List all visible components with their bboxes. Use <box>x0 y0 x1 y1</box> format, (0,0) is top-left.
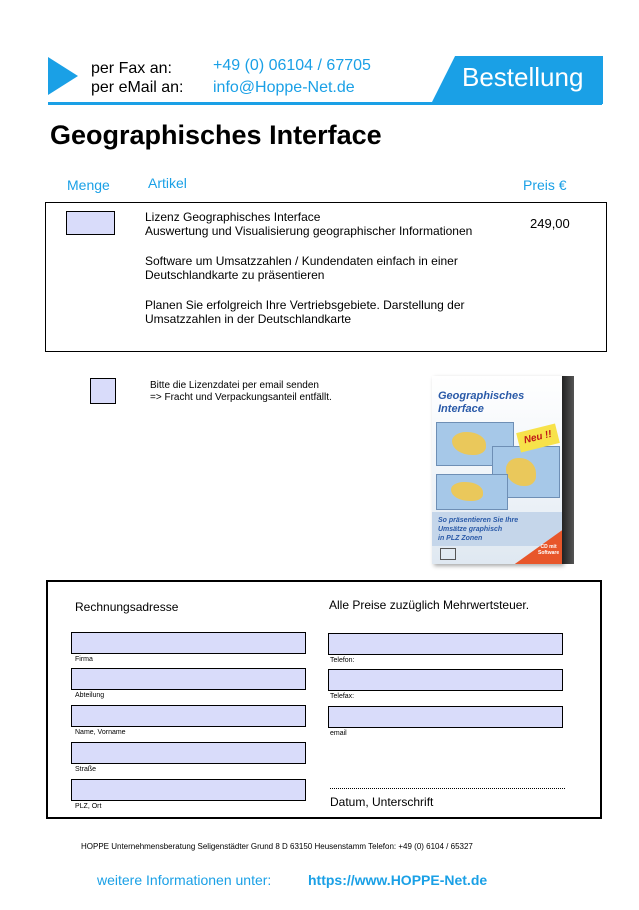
email-label: per eMail an: <box>91 79 184 96</box>
vat-note: Alle Preise zuzüglich Mehrwertsteuer. <box>329 598 530 612</box>
tagline-line-3: in PLZ Zonen <box>438 535 483 542</box>
product-title-line-1: Geographisches <box>438 390 525 402</box>
fax-number: +49 (0) 06104 / 67705 <box>213 57 371 74</box>
department-field[interactable] <box>71 668 306 690</box>
cd-label <box>538 544 559 556</box>
article-desc-1b: Deutschlandkarte zu präsentieren <box>145 268 325 282</box>
email-option-line-1: Bitte die Lizenzdatei per email senden <box>150 380 319 391</box>
header-divider <box>48 102 602 105</box>
name-label: Name, Vorname <box>75 729 126 736</box>
fax-field-label: Telefax: <box>330 693 355 700</box>
article-subtitle: Auswertung und Visualisierung geographischer Informationen <box>145 224 473 238</box>
map-screenshot-icon <box>436 474 508 510</box>
email-option-line-2: => Fracht und Verpackungsanteil entfällt. <box>150 392 332 403</box>
article-price: 249,00 <box>530 216 570 231</box>
zip-city-field[interactable] <box>71 779 306 801</box>
company-field[interactable] <box>71 632 306 654</box>
article-desc-2b: Umsatzzahlen in der Deutschlandkarte <box>145 312 352 326</box>
article-desc-2a: Planen Sie erfolgreich Ihre Vertriebsgebiete. Darstellung der <box>145 298 465 312</box>
product-box-title <box>438 390 524 416</box>
product-title-line-2: Interface <box>438 403 484 415</box>
cd-label-line-1: CD mit <box>540 544 557 550</box>
website-link[interactable]: https://www.HOPPE-Net.de <box>308 872 488 888</box>
signature-label: Datum, Unterschrift <box>330 795 434 809</box>
fax-label: per Fax an: <box>91 60 172 77</box>
column-qty: Menge <box>67 177 110 193</box>
billing-address-border <box>46 817 602 819</box>
zip-city-label: PLZ, Ort <box>75 803 102 810</box>
billing-heading: Rechnungsadresse <box>75 600 179 614</box>
email-address[interactable]: info@Hoppe-Net.de <box>213 79 355 96</box>
signature-line[interactable] <box>330 788 565 789</box>
company-label: Firma <box>75 656 93 663</box>
cd-label-line-2: Software <box>538 550 560 556</box>
quantity-input[interactable] <box>66 211 115 235</box>
column-price: Preis € <box>523 177 567 193</box>
tagline-line-2: Umsätze graphisch <box>438 526 503 533</box>
department-label: Abteilung <box>75 692 105 699</box>
article-name: Lizenz Geographisches Interface <box>145 210 321 224</box>
more-info-label: weitere Informationen unter: <box>97 872 272 888</box>
street-field[interactable] <box>71 742 306 764</box>
company-footer: HOPPE Unternehmensberatung Seligenstädter Grund 8 D 63150 Heusenstamm Telefon: +49 (0) 6104 / 65327 <box>81 842 473 851</box>
product-box-image <box>432 376 572 564</box>
phone-field[interactable] <box>328 633 563 655</box>
product-box-front <box>432 376 562 564</box>
email-field-label: email <box>330 730 347 737</box>
phone-label: Telefon: <box>330 657 355 664</box>
order-badge-label: Bestellung <box>462 62 584 92</box>
fax-field[interactable] <box>328 669 563 691</box>
column-article: Artikel <box>148 175 187 191</box>
name-field[interactable] <box>71 705 306 727</box>
tagline-line-1: So präsentieren Sie Ihre <box>438 517 519 524</box>
street-label: Straße <box>75 766 97 773</box>
new-badge: Neu !! <box>516 423 560 452</box>
email-field[interactable] <box>328 706 563 728</box>
product-box-spine <box>562 376 574 564</box>
logo-icon <box>440 548 456 560</box>
product-tagline <box>438 516 518 543</box>
email-license-checkbox[interactable] <box>90 378 116 404</box>
page-title: Geographisches Interface <box>50 120 382 150</box>
article-desc-1a: Software um Umsatzzahlen / Kundendaten einfach in einer <box>145 254 458 268</box>
arrow-icon <box>48 57 78 95</box>
